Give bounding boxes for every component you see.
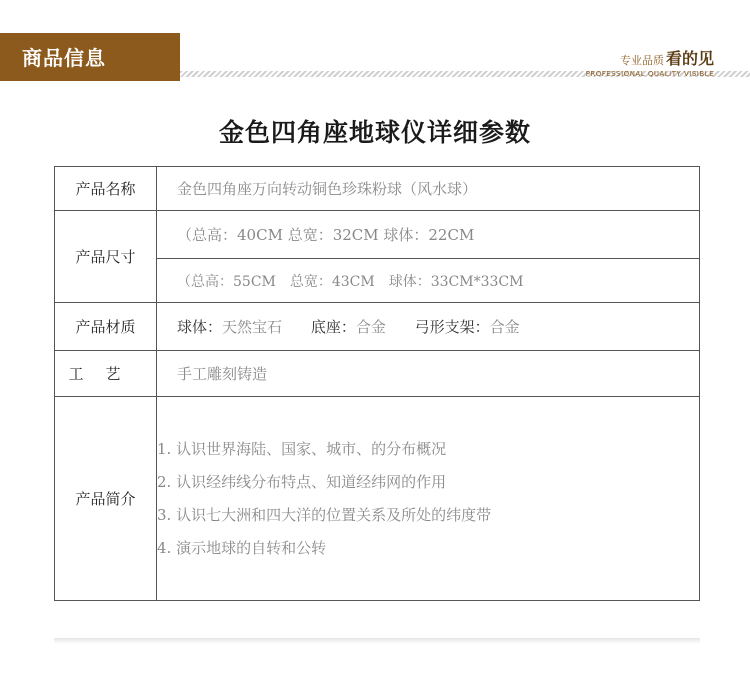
table-row — [55, 211, 700, 259]
section-tab — [0, 33, 180, 81]
intro-list — [157, 397, 700, 601]
table-shadow — [54, 638, 700, 644]
section-tab-label: 商品信息 — [22, 46, 106, 70]
table-row — [55, 351, 700, 397]
list-item: 1. 认识世界海陆、国家、城市、的分布概况 — [157, 439, 447, 458]
material-item: 底座：合金 — [310, 318, 386, 336]
size-value-1: （总高：40CM 总宽：32CM 球体：22CM — [157, 211, 700, 259]
slogan-subtitle: PROFESSIONAL QUALITY VISIBLE — [585, 70, 714, 78]
spec-table — [54, 166, 700, 601]
brand-slogan — [586, 46, 714, 78]
craft-label: 工艺 — [55, 351, 157, 397]
intro-label: 产品简介 — [55, 397, 157, 601]
material-item: 球体：天然宝石 — [177, 318, 283, 336]
table-row — [55, 303, 700, 351]
name-value: 金色四角座万向转动铜色珍珠粉球（风水球） — [157, 167, 700, 211]
list-item: 4. 演示地球的自转和公转 — [157, 538, 327, 557]
list-item: 2. 认识经纬线分布特点、知道经纬网的作用 — [157, 472, 447, 491]
material-value — [157, 303, 700, 351]
name-label: 产品名称 — [55, 167, 157, 211]
size-label: 产品尺寸 — [55, 211, 157, 303]
page-title: 金色四角座地球仪详细参数 — [218, 118, 531, 147]
table-row — [55, 397, 700, 601]
size-value-2: （总高：55CM 总宽：43CM 球体：33CM*33CM — [157, 259, 700, 303]
table-row — [55, 167, 700, 211]
material-label: 产品材质 — [55, 303, 157, 351]
slogan-main: 看的见 — [665, 49, 714, 68]
list-item: 3. 认识七大洲和四大洋的位置关系及所处的纬度带 — [157, 505, 492, 524]
slogan-prefix: 专业品质 — [619, 54, 664, 67]
craft-value: 手工雕刻铸造 — [157, 351, 700, 397]
material-item: 弓形支架：合金 — [414, 318, 520, 336]
